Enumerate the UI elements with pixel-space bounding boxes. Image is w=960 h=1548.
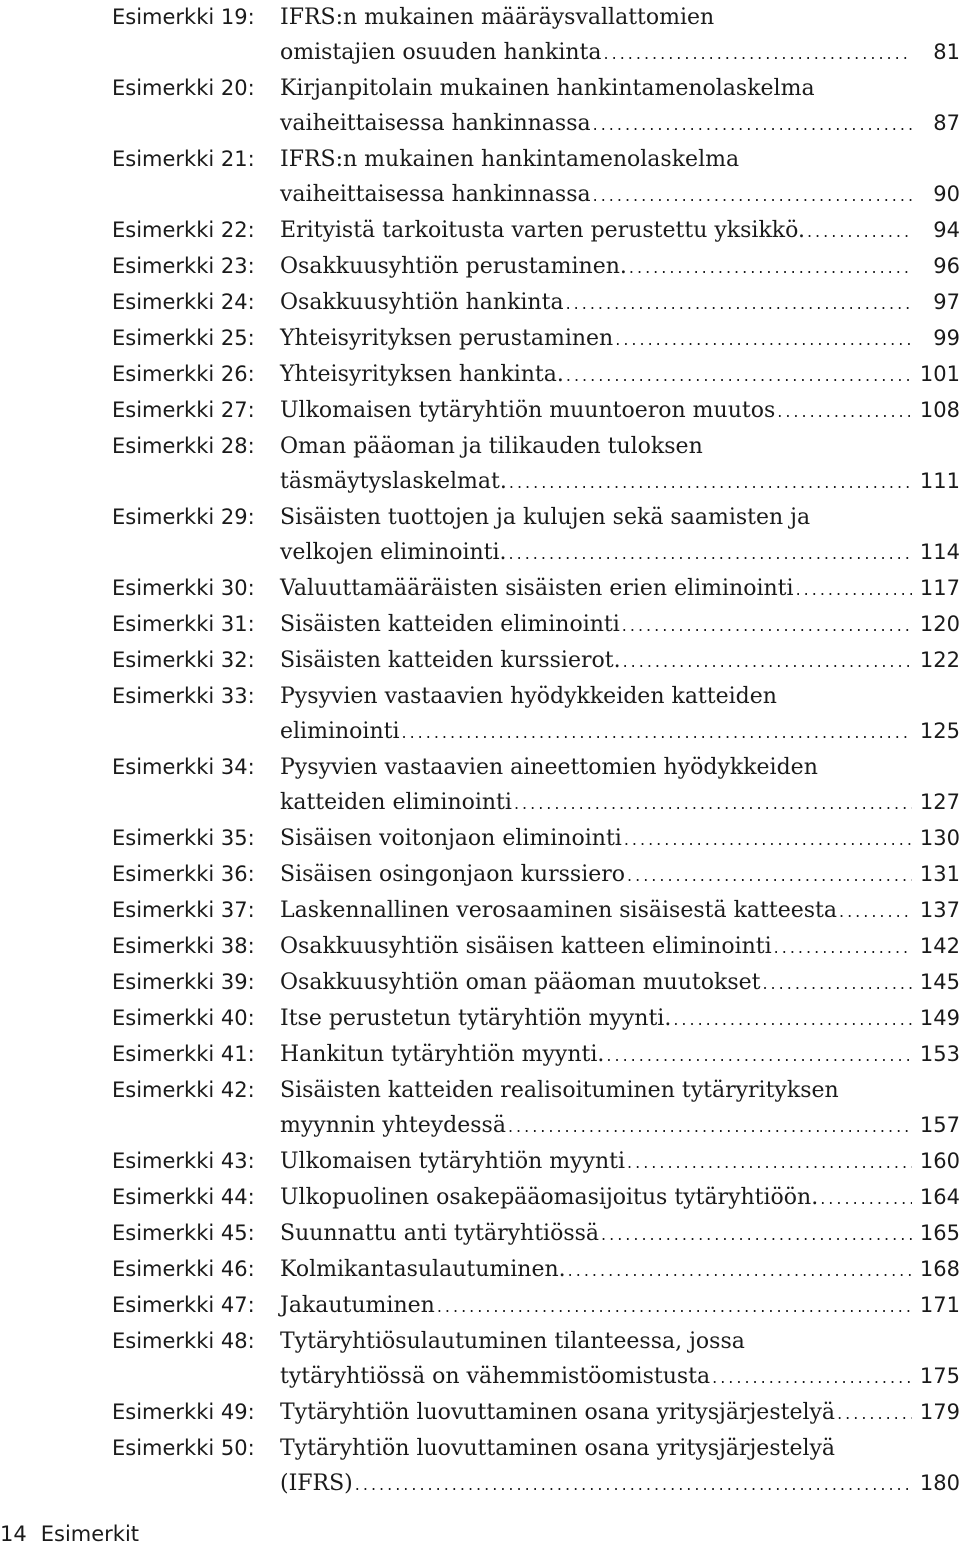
toc-entry-label: Esimerkki 42: <box>112 1078 255 1102</box>
dot-leader <box>772 930 912 965</box>
dot-leader <box>564 358 912 393</box>
toc-entry-page: 164 <box>919 1185 960 1209</box>
toc-entry-title-line: Sisäisten katteiden realisoituminen tytäryrityksen <box>280 1078 839 1103</box>
toc-entry-body <box>280 0 960 71</box>
toc-entry-last-line <box>280 321 960 357</box>
toc-entry-last-line <box>280 857 960 893</box>
toc-entry-label: Esimerkki 29: <box>112 505 255 529</box>
toc-entry-page: 153 <box>919 1042 960 1066</box>
toc-entry-title: Ulkomaisen tytäryhtiön muuntoeron muutos <box>280 398 776 423</box>
toc-entry-title: Sisäisten katteiden kurssierot. <box>280 648 621 673</box>
toc-entry-title: Hankitun tytäryhtiön myynti. <box>280 1042 605 1067</box>
toc-entry <box>112 607 960 643</box>
toc-entry-label: Esimerkki 24: <box>112 290 255 314</box>
dot-leader <box>805 214 912 249</box>
toc-entry <box>112 285 960 321</box>
toc-entry <box>112 857 960 893</box>
toc-entry-page: 160 <box>919 1149 960 1173</box>
toc-entry-body <box>280 71 960 142</box>
toc-entry-last-line <box>280 249 960 285</box>
toc-entry-page: 87 <box>933 111 960 135</box>
toc-entry <box>112 393 960 429</box>
dot-leader <box>775 394 912 429</box>
toc-entry-last-line <box>280 965 960 1001</box>
toc-entry-page: 168 <box>919 1257 960 1281</box>
toc-entry-label: Esimerkki 36: <box>112 862 255 886</box>
toc-entry-label: Esimerkki 25: <box>112 326 255 350</box>
toc-entry-body <box>280 929 960 965</box>
toc-entry-body <box>280 1073 960 1144</box>
toc-entry <box>112 929 960 965</box>
toc-entry-last-line <box>280 1216 960 1252</box>
toc-entry-page: 131 <box>919 862 960 886</box>
dot-leader <box>620 608 912 643</box>
toc-entry-body <box>280 285 960 321</box>
toc-entry-page: 179 <box>919 1400 960 1424</box>
toc-entry-label: Esimerkki 41: <box>112 1042 255 1066</box>
toc-entry-page: 175 <box>919 1364 960 1388</box>
toc-entry-page: 157 <box>919 1113 960 1137</box>
dot-leader <box>507 465 912 500</box>
toc-entry-title: Valuuttamääräisten sisäisten erien eliminointi <box>280 576 794 601</box>
toc-entry-page: 90 <box>933 182 960 206</box>
toc-entry-label: Esimerkki 45: <box>112 1221 255 1245</box>
toc-entry-last-line <box>280 357 960 393</box>
toc-entry-body <box>280 750 960 821</box>
toc-entry-last-line <box>280 643 960 679</box>
toc-entry-body <box>280 857 960 893</box>
toc-entry-body <box>280 429 960 500</box>
toc-entry-label: Esimerkki 44: <box>112 1185 255 1209</box>
toc-entry-last-line <box>280 893 960 929</box>
page-footer <box>0 1522 139 1546</box>
dot-leader <box>710 1360 912 1395</box>
toc-entry-title-line: Pysyvien vastaavien aineettomien hyödykkeiden <box>280 755 818 780</box>
toc-entry-title: Tytäryhtiön luovuttaminen osana yritysjärjestelyä <box>280 1400 836 1425</box>
toc-entry-last-line <box>280 1108 960 1144</box>
toc-entry-title: myynnin yhteydessä <box>280 1113 506 1138</box>
table-of-contents <box>112 0 960 1502</box>
dot-leader <box>512 786 912 821</box>
toc-entry-label: Esimerkki 50: <box>112 1436 255 1460</box>
dot-leader <box>353 1467 912 1502</box>
dot-leader <box>599 1217 912 1252</box>
toc-entry <box>112 893 960 929</box>
toc-entry-title: velkojen eliminointi. <box>280 540 507 565</box>
dot-leader <box>835 1396 912 1431</box>
dot-leader <box>837 894 912 929</box>
toc-entry <box>112 429 960 500</box>
toc-entry <box>112 1001 960 1037</box>
toc-entry-title: Osakkuusyhtiön perustaminen. <box>280 254 627 279</box>
toc-entry-label: Esimerkki 40: <box>112 1006 255 1030</box>
toc-entry-body <box>280 1324 960 1395</box>
toc-entry-page: 130 <box>919 826 960 850</box>
toc-entry-last-line <box>280 35 960 71</box>
toc-entry-page: 117 <box>919 576 960 600</box>
toc-entry-last-line <box>280 1180 960 1216</box>
toc-entry-body <box>280 249 960 285</box>
footer-section-title: Esimerkit <box>40 1522 140 1546</box>
toc-entry-title-line: Tytäryhtiösulautuminen tilanteessa, jossa <box>280 1329 745 1354</box>
toc-entry-body <box>280 321 960 357</box>
toc-entry <box>112 1431 960 1502</box>
toc-entry-body <box>280 1037 960 1073</box>
toc-entry-title: Ulkomaisen tytäryhtiön myynti <box>280 1149 626 1174</box>
toc-entry-label: Esimerkki 23: <box>112 254 255 278</box>
toc-entry <box>112 1395 960 1431</box>
toc-entry <box>112 679 960 750</box>
toc-entry-title-line: Kirjanpitolain mukainen hankintamenolaskelma <box>280 76 815 101</box>
toc-entry <box>112 643 960 679</box>
toc-entry-title: Kolmikantasulautuminen. <box>280 1257 566 1282</box>
dot-leader <box>564 286 912 321</box>
toc-entry-label: Esimerkki 39: <box>112 970 255 994</box>
toc-entry <box>112 71 960 142</box>
toc-entry-title: Sisäisen osingonjaon kurssiero <box>280 862 626 887</box>
toc-entry-label: Esimerkki 38: <box>112 934 255 958</box>
toc-entry-last-line <box>280 177 960 213</box>
toc-entry-page: 99 <box>933 326 960 350</box>
toc-entry-label: Esimerkki 27: <box>112 398 255 422</box>
toc-entry <box>112 357 960 393</box>
toc-entry-body <box>280 1001 960 1037</box>
toc-entry-title: omistajien osuuden hankinta <box>280 40 602 65</box>
toc-entry-body <box>280 1395 960 1431</box>
toc-entry-title: tytäryhtiössä on vähemmistöomistusta <box>280 1364 711 1389</box>
toc-entry <box>112 750 960 821</box>
toc-entry-last-line <box>280 1252 960 1288</box>
toc-entry-last-line <box>280 1001 960 1037</box>
dot-leader <box>591 107 912 142</box>
toc-entry-title: vaiheittaisessa hankinnassa <box>280 111 591 136</box>
toc-entry-title: Osakkuusyhtiön hankinta <box>280 290 564 315</box>
toc-entry-title: Sisäisten katteiden eliminointi <box>280 612 620 637</box>
toc-entry-label: Esimerkki 31: <box>112 612 255 636</box>
toc-entry-title: Erityistä tarkoitusta varten perustettu yksikkö. <box>280 218 805 243</box>
toc-entry-label: Esimerkki 20: <box>112 76 255 100</box>
toc-entry <box>112 1288 960 1324</box>
toc-entry-page: 180 <box>919 1471 960 1495</box>
toc-entry-title: Itse perustetun tytäryhtiön myynti. <box>280 1006 672 1031</box>
dot-leader <box>566 1253 912 1288</box>
toc-entry-page: 96 <box>933 254 960 278</box>
toc-entry-title: Yhteisyrityksen perustaminen <box>280 326 614 351</box>
toc-entry-page: 145 <box>919 970 960 994</box>
toc-entry-title: Yhteisyrityksen hankinta. <box>280 362 564 387</box>
toc-entry-page: 97 <box>933 290 960 314</box>
toc-entry-title-line: Tytäryhtiön luovuttaminen osana yritysjärjestelyä <box>280 1436 836 1461</box>
dot-leader <box>613 322 912 357</box>
dot-leader <box>671 1002 912 1037</box>
toc-entry-label: Esimerkki 46: <box>112 1257 255 1281</box>
toc-entry-title: Osakkuusyhtiön sisäisen katteen eliminointi <box>280 934 772 959</box>
toc-entry-title-line: Pysyvien vastaavien hyödykkeiden katteiden <box>280 684 777 709</box>
toc-entry <box>112 821 960 857</box>
toc-entry-title: Osakkuusyhtiön oman pääoman muutokset <box>280 970 761 995</box>
toc-entry-title: (IFRS) <box>280 1471 353 1496</box>
toc-entry-label: Esimerkki 43: <box>112 1149 255 1173</box>
toc-entry <box>112 965 960 1001</box>
toc-entry-last-line <box>280 929 960 965</box>
toc-entry-body <box>280 965 960 1001</box>
toc-entry-body <box>280 571 960 607</box>
toc-entry-label: Esimerkki 30: <box>112 576 255 600</box>
toc-entry-label: Esimerkki 26: <box>112 362 255 386</box>
toc-entry-title-line: IFRS:n mukainen määräysvallattomien <box>280 5 715 30</box>
toc-entry-page: 142 <box>919 934 960 958</box>
toc-entry-title: Sisäisen voitonjaon eliminointi <box>280 826 622 851</box>
dot-leader <box>506 1109 912 1144</box>
toc-entry-last-line <box>280 1144 960 1180</box>
toc-entry-body <box>280 893 960 929</box>
toc-entry-body <box>280 1216 960 1252</box>
dot-leader <box>625 858 912 893</box>
toc-entry-page: 114 <box>919 540 960 564</box>
toc-entry-body <box>280 142 960 213</box>
dot-leader <box>794 572 912 607</box>
dot-leader <box>625 1145 912 1180</box>
toc-entry-label: Esimerkki 49: <box>112 1400 255 1424</box>
toc-entry-title-line: Oman pääoman ja tilikauden tuloksen <box>280 434 703 459</box>
toc-entry-label: Esimerkki 47: <box>112 1293 255 1317</box>
toc-entry-page: 111 <box>919 469 960 493</box>
toc-entry-body <box>280 1431 960 1502</box>
toc-entry-last-line <box>280 1288 960 1324</box>
dot-leader <box>818 1181 912 1216</box>
toc-entry <box>112 249 960 285</box>
dot-leader <box>591 178 912 213</box>
toc-entry-last-line <box>280 106 960 142</box>
toc-entry-last-line <box>280 285 960 321</box>
toc-entry-last-line <box>280 571 960 607</box>
toc-entry-title: Ulkopuolinen osakepääomasijoitus tytäryhtiöön. <box>280 1185 819 1210</box>
toc-entry-page: 101 <box>919 362 960 386</box>
toc-entry-last-line <box>280 714 960 750</box>
toc-entry <box>112 1216 960 1252</box>
toc-entry-label: Esimerkki 37: <box>112 898 255 922</box>
toc-entry-label: Esimerkki 34: <box>112 755 255 779</box>
toc-entry-title: eliminointi <box>280 719 400 744</box>
toc-entry <box>112 1252 960 1288</box>
toc-entry-title: Jakautuminen <box>280 1293 435 1318</box>
toc-entry-page: 94 <box>933 218 960 242</box>
toc-entry-last-line <box>280 607 960 643</box>
dot-leader <box>621 644 912 679</box>
toc-entry-title-line: IFRS:n mukainen hankintamenolaskelma <box>280 147 740 172</box>
toc-entry-title: Suunnattu anti tytäryhtiössä <box>280 1221 600 1246</box>
toc-entry-last-line <box>280 393 960 429</box>
toc-entry-body <box>280 500 960 571</box>
toc-entry-page: 120 <box>919 612 960 636</box>
toc-entry-page: 122 <box>919 648 960 672</box>
dot-leader <box>622 822 912 857</box>
toc-entry-page: 108 <box>919 398 960 422</box>
toc-entry-body <box>280 1144 960 1180</box>
toc-entry-last-line <box>280 535 960 571</box>
toc-entry-body <box>280 821 960 857</box>
dot-leader <box>435 1289 912 1324</box>
toc-entry-body <box>280 1180 960 1216</box>
toc-entry-label: Esimerkki 28: <box>112 434 255 458</box>
toc-entry-last-line <box>280 785 960 821</box>
toc-entry-body <box>280 679 960 750</box>
toc-entry-body <box>280 643 960 679</box>
toc-entry-page: 165 <box>919 1221 960 1245</box>
toc-entry <box>112 213 960 249</box>
dot-leader <box>400 715 913 750</box>
toc-entry-page: 81 <box>933 40 960 64</box>
dot-leader <box>627 250 912 285</box>
toc-entry-last-line <box>280 1466 960 1502</box>
dot-leader <box>604 1038 912 1073</box>
toc-entry-title: vaiheittaisessa hankinnassa <box>280 182 591 207</box>
toc-entry-page: 171 <box>919 1293 960 1317</box>
toc-entry-label: Esimerkki 35: <box>112 826 255 850</box>
toc-entry-label: Esimerkki 22: <box>112 218 255 242</box>
toc-entry-title-line: Sisäisten tuottojen ja kulujen sekä saamisten ja <box>280 505 811 530</box>
toc-entry-last-line <box>280 1395 960 1431</box>
toc-entry-page: 137 <box>919 898 960 922</box>
toc-entry-label: Esimerkki 19: <box>112 5 255 29</box>
toc-entry <box>112 1324 960 1395</box>
toc-entry-label: Esimerkki 33: <box>112 684 255 708</box>
toc-entry-body <box>280 357 960 393</box>
toc-entry <box>112 1073 960 1144</box>
toc-entry-page: 149 <box>919 1006 960 1030</box>
toc-entry-title: katteiden eliminointi <box>280 790 512 815</box>
toc-entry <box>112 1180 960 1216</box>
toc-entry-body <box>280 213 960 249</box>
toc-entry-label: Esimerkki 32: <box>112 648 255 672</box>
toc-entry-label: Esimerkki 21: <box>112 147 255 171</box>
toc-entry <box>112 571 960 607</box>
toc-entry-body <box>280 1288 960 1324</box>
toc-entry <box>112 1037 960 1073</box>
toc-entry <box>112 321 960 357</box>
toc-entry-page: 125 <box>919 719 960 743</box>
toc-entry <box>112 500 960 571</box>
toc-entry-last-line <box>280 1037 960 1073</box>
toc-entry-last-line <box>280 1359 960 1395</box>
toc-entry-last-line <box>280 464 960 500</box>
toc-entry <box>112 142 960 213</box>
footer-page-number: 14 <box>0 1522 27 1546</box>
toc-entry <box>112 1144 960 1180</box>
toc-entry-body <box>280 1252 960 1288</box>
toc-entry-title: täsmäytyslaskelmat. <box>280 469 507 494</box>
dot-leader <box>602 36 912 71</box>
toc-entry <box>112 0 960 71</box>
toc-entry-last-line <box>280 821 960 857</box>
toc-entry-body <box>280 393 960 429</box>
dot-leader <box>507 536 912 571</box>
toc-entry-body <box>280 607 960 643</box>
toc-entry-page: 127 <box>919 790 960 814</box>
toc-entry-last-line <box>280 213 960 249</box>
toc-entry-title: Laskennallinen verosaaminen sisäisestä katteesta <box>280 898 837 923</box>
toc-entry-label: Esimerkki 48: <box>112 1329 255 1353</box>
dot-leader <box>760 966 912 1001</box>
